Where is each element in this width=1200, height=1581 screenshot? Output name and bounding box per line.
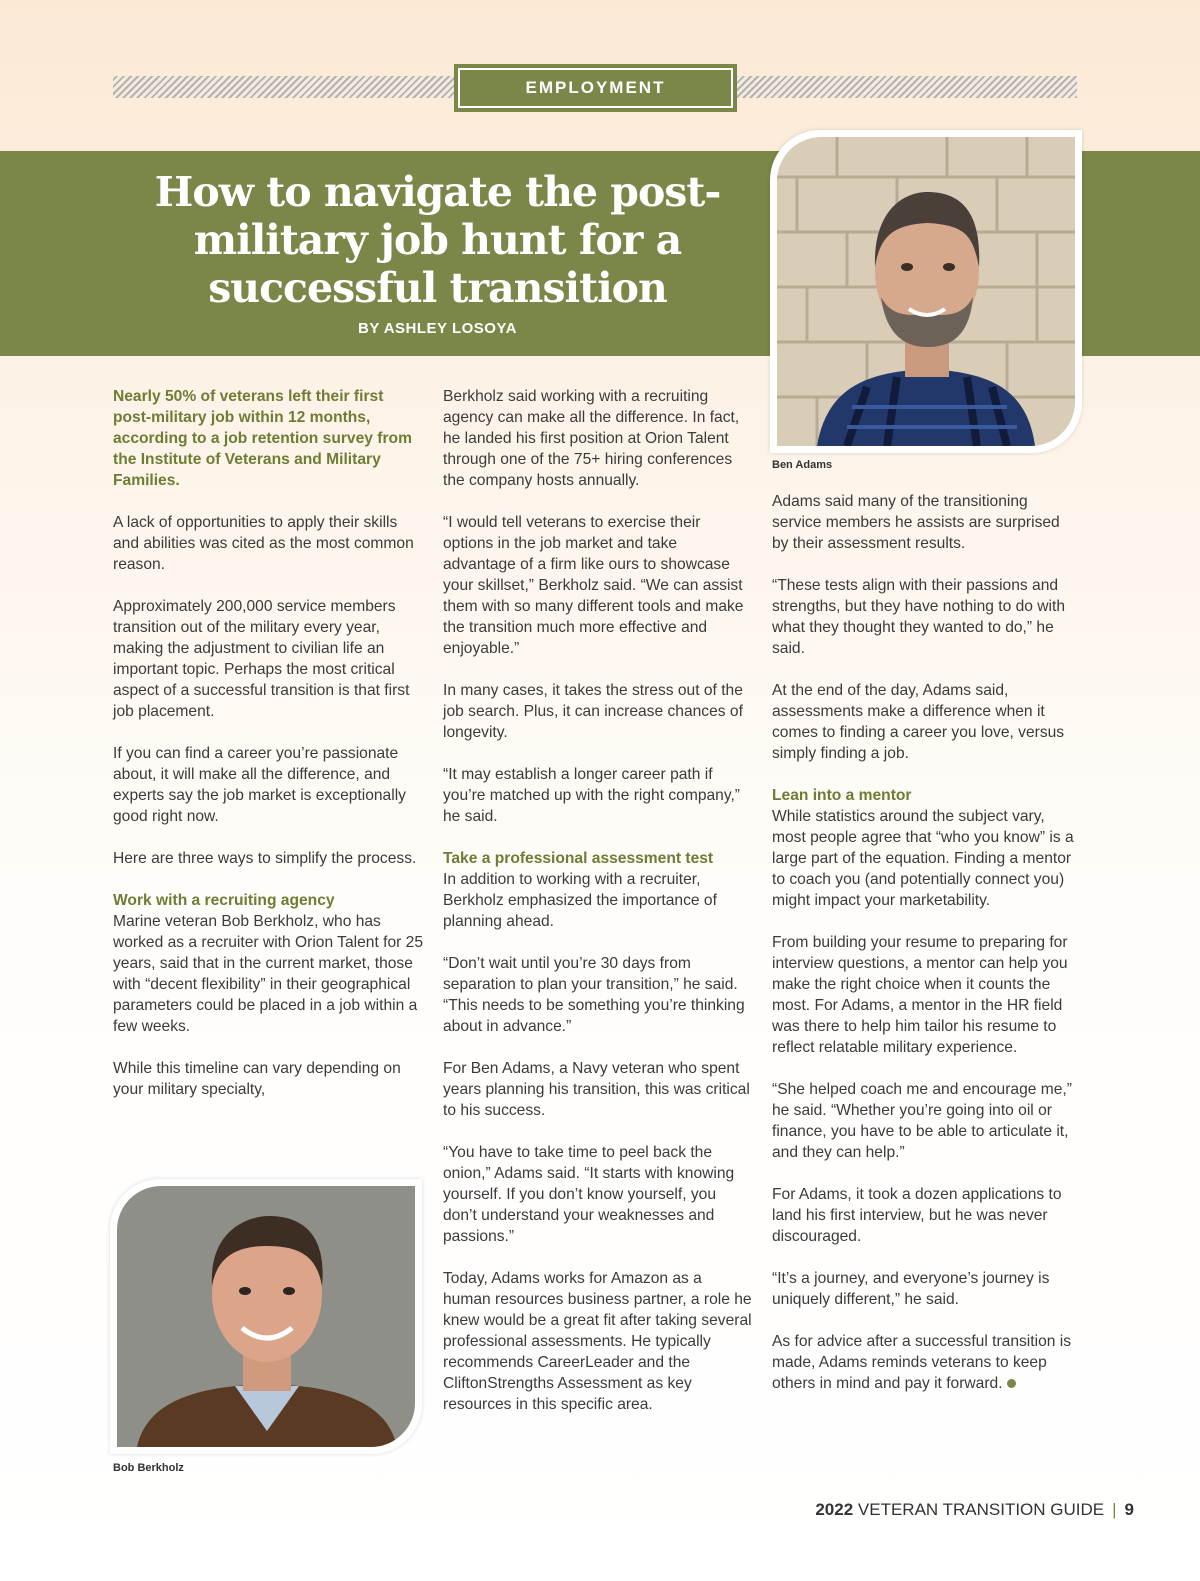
subhead-recruiting-agency: Work with a recruiting agency <box>113 892 335 909</box>
paragraph: “She helped coach me and encourage me,” he said. “Whether you’re going into oil or finance, you have to be able to articulate it, and they can help.” <box>772 1081 1072 1161</box>
paragraph: Here are three ways to simplify the process. <box>113 850 417 867</box>
paragraph: If you can find a career you’re passionate about, it will make all the difference, and experts say the job market is exceptionally good right now. <box>113 745 406 825</box>
footer-guide-title: VETERAN TRANSITION GUIDE <box>857 1500 1105 1519</box>
article-column-3 <box>772 491 1080 1415</box>
article-column-1 <box>113 386 425 1121</box>
paragraph: Marine veteran Bob Berkholz, who has worked as a recruiter with Orion Talent for 25 years, said that in the current market, those with “decent flexibility” in their geographical parameters could be placed in a job within a few weeks. <box>113 913 423 1035</box>
article-byline: BY ASHLEY LOSOYA <box>358 320 517 337</box>
paragraph: For Ben Adams, a Navy veteran who spent years planning his transition, this was critical to his success. <box>443 1060 750 1119</box>
article-column-2 <box>443 386 753 1436</box>
paragraph: While this timeline can vary depending on your military specialty, <box>113 1060 401 1098</box>
caption-bob-berkholz: Bob Berkholz <box>113 1462 184 1474</box>
photo-bob-berkholz <box>110 1179 422 1454</box>
footer-year: 2022 <box>815 1500 854 1519</box>
hatch-rule-right <box>735 76 1077 98</box>
paragraph: “It’s a journey, and everyone’s journey is uniquely different,” he said. <box>772 1270 1050 1308</box>
portrait-ben-adams-image <box>777 137 1075 446</box>
article-lead: Nearly 50% of veterans left their first post-military job within 12 months, according to a job retention survey from the Institute of Veterans and Military Families. <box>113 388 412 489</box>
paragraph: “You have to take time to peel back the onion,” Adams said. “It starts with knowing yourself. If you don’t know yourself, you don’t understand your weaknesses and passions.” <box>443 1144 735 1245</box>
hatch-rule-left <box>113 76 457 98</box>
section-mentor <box>772 785 1080 911</box>
paragraph: In many cases, it takes the stress out of the job search. Plus, it can increase chances of longevity. <box>443 682 743 741</box>
caption-ben-adams: Ben Adams <box>772 459 833 471</box>
subhead-assessment-test: Take a professional assessment test <box>443 850 714 867</box>
paragraph: A lack of opportunities to apply their skills and abilities was cited as the most common reason. <box>113 514 414 573</box>
photo-ben-adams <box>770 130 1082 453</box>
end-mark-icon <box>1007 1379 1016 1388</box>
paragraph: “Don’t wait until you’re 30 days from separation to plan your transition,” he said. “This needs to be something you’re thinking about in advance.” <box>443 955 745 1035</box>
footer-separator: | <box>1112 1500 1117 1519</box>
page-footer <box>815 1500 1134 1520</box>
section-assessment-test <box>443 848 753 932</box>
paragraph: “These tests align with their passions and strengths, but they have nothing to do with what they thought they wanted to do,” he said. <box>772 577 1066 657</box>
paragraph: While statistics around the subject vary, most people agree that “who you know” is a large part of the equation. Finding a mentor to coach you (and potentially connect you) might impact your marketability. <box>772 808 1074 909</box>
paragraph: Approximately 200,000 service members transition out of the military every year, making the adjustment to civilian life an important topic. Perhaps the most critical aspect of a successful transition is that first job placement. <box>113 598 410 720</box>
section-work-with-agency <box>113 890 425 1037</box>
paragraph: “I would tell veterans to exercise their options in the job market and take advantage of a firm like ours to showcase your skillset,” Berkholz said. “We can assist them with so many different tools and make the transition much more effective and enjoyable.” <box>443 514 744 657</box>
paragraph: In addition to working with a recruiter, Berkholz emphasized the importance of planning ahead. <box>443 871 717 930</box>
paragraph: Berkholz said working with a recruiting agency can make all the difference. In fact, he landed his first position at Orion Talent through one of the 75+ hiring conferences the company hosts annually. <box>443 388 740 489</box>
paragraph: Adams said many of the transitioning service members he assists are surprised by their assessment results. <box>772 493 1060 552</box>
paragraph: From building your resume to preparing for interview questions, a mentor can help you make the right choice when it counts the most. For Adams, a mentor in the HR field was there to help him tailor his resume to reflect relatable military experience. <box>772 934 1068 1056</box>
subhead-mentor: Lean into a mentor <box>772 787 912 804</box>
section-tag: EMPLOYMENT <box>454 64 737 112</box>
article-title: How to navigate the post-military job hunt for a successful transition <box>154 168 721 312</box>
final-paragraph <box>772 1331 1080 1394</box>
paragraph: At the end of the day, Adams said, assessments make a difference when it comes to finding a career you love, versus simply finding a job. <box>772 682 1065 762</box>
paragraph: Today, Adams works for Amazon as a human resources business partner, a role he knew would be a great fit after taking several professional assessments. He typically recommends CareerLeader and the CliftonStrengths Assessment as key resources in this specific area. <box>443 1270 752 1413</box>
portrait-bob-berkholz-image <box>117 1186 415 1447</box>
page-number: 9 <box>1124 1500 1134 1519</box>
paragraph: As for advice after a successful transition is made, Adams reminds veterans to keep others in mind and pay it forward. <box>772 1333 1072 1392</box>
paragraph: “It may establish a longer career path if you’re matched up with the right company,” he said. <box>443 766 741 825</box>
paragraph: For Adams, it took a dozen applications to land his first interview, but he was never discouraged. <box>772 1186 1062 1245</box>
